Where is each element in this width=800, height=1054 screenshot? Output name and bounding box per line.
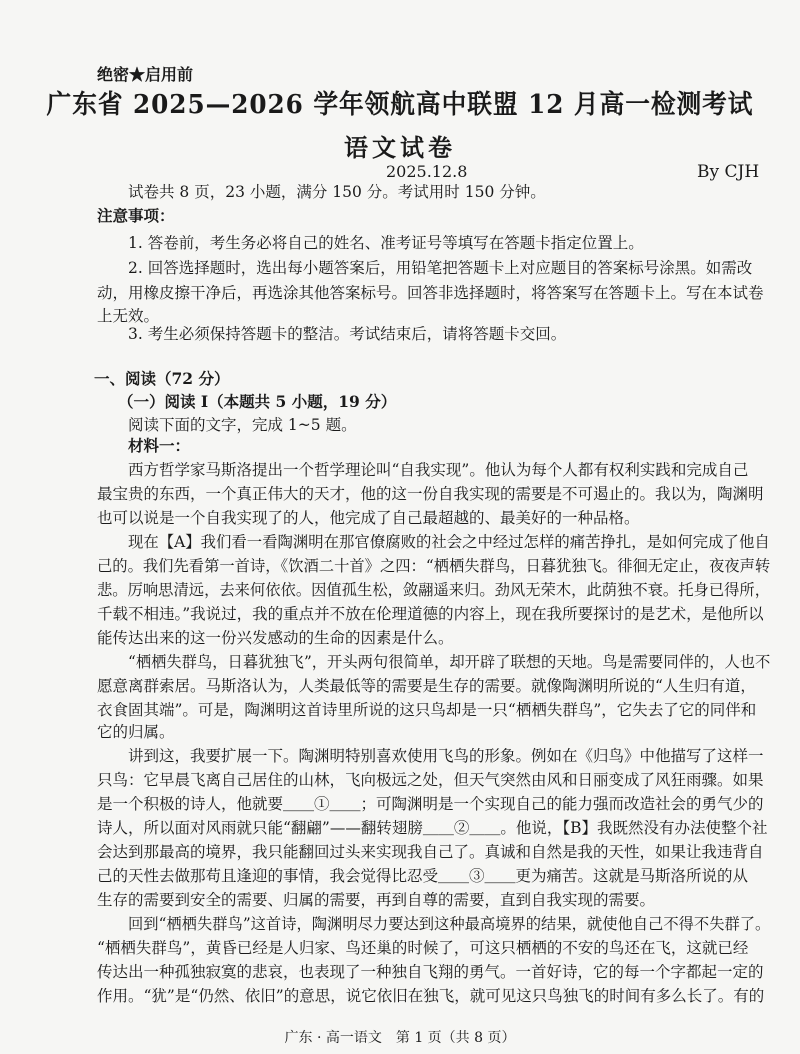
section-heading: 一、阅读（72 分） [94,369,230,388]
exam-subtitle: 语文试卷 [344,133,456,162]
passage-line: “栖栖失群鸟”，黄昏已经是人归家、鸟还巢的时候了，可这只栖栖的不安的鸟还在飞，这就已经 [97,939,749,957]
passage-line: 千载不相违。”我说过，我的重点并不放在伦理道德的内容上，现在我所要探讨的是艺术，是他所以 [97,605,764,623]
passage-line: 现在【A】我们看一看陶渊明在那官僚腐败的社会之中经过怎样的痛苦挣扎，是如何完成了他自 [128,533,770,551]
passage-line: 能传达出来的这一份兴发感动的生命的因素是什么。 [97,629,454,647]
notice-line: 动，用橡皮擦干净后，再选涂其他答案标号。回答非选择题时，将答案写在答题卡上。写在本试卷 [97,284,764,302]
passage-line: 会达到那最高的境界，我只能翻回过头来实现我自己了。真诚和自然是我的天性，如果让我违背自 [97,843,764,861]
notice-line: 3. 考生必须保持答题卡的整洁。考试结束后，请将答题卡交回。 [128,325,567,343]
passage-line: 传达出一种孤独寂寞的悲哀，也表现了一种独自飞翔的勇气。一首好诗，它的每一个字都起一定的 [97,963,764,981]
passage-line: 讲到这，我要扩展一下。陶渊明特别喜欢使用飞鸟的形象。例如在《归鸟》中他描写了这样一 [128,747,764,765]
material-heading: 材料一： [128,436,191,455]
passage-line: 己的。我们先看第一首诗，《饮酒二十首》之四：“栖栖失群鸟，日暮犹独飞。徘徊无定止，夜夜声转 [97,557,771,575]
passage-line: 悲。厉响思清远，去来何依依。因值孤生松，敛翮遥来归。劲风无荣木，此荫独不衰。托身已得所， [97,581,771,599]
page-footer: 广东 · 高一语文 第 1 页（共 8 页） [284,1030,516,1046]
notice-line: 1. 答卷前，考生务必将自己的姓名、准考证号等填写在答题卡指定位置上。 [128,234,644,252]
confidential-label: 绝密★启用前 [97,65,194,84]
exam-date: 2025.12.8 [386,162,468,181]
exam-title: 广东省 2025—2026 学年领航高中联盟 12 月高一检测考试 [46,90,754,120]
passage-line: 生存的需要到安全的需要、归属的需要，再到自尊的需要，直到自我实现的需要。 [97,891,656,909]
part-heading: （一）阅读 I（本题共 5 小题，19 分） [118,392,397,411]
passage-line: 诗人，所以面对风雨就只能“翻翩”——翻转翅膀＿＿②＿＿。他说，【B】我既然没有办法使整个社 [97,819,768,837]
passage-line: 衣食固其端”。可是，陶渊明这首诗里所说的这只鸟却是一只“栖栖失群鸟”，它失去了它的同伴和 [97,701,757,719]
notice-line: 2. 回答选择题时，选出每小题答案后，用铅笔把答题卡上对应题目的答案标号涂黑。如需改 [128,259,753,277]
passage-line: 它的归属。 [97,723,175,741]
passage-line: 最宝贵的东西，一个真正伟大的天才，他的这一份自我实现的需要是不可遏止的。我以为，陶渊明 [97,485,764,503]
passage-line: 是一个积极的诗人，他就要＿＿①＿＿；可陶渊明是一个实现自己的能力强而改造社会的勇气少的 [97,795,764,813]
passage-line: 愿意离群索居。马斯洛认为，人类最低等的需要是生存的需要。就像陶渊明所说的“人生归有道， [97,677,756,695]
exam-info: 试卷共 8 页，23 小题，满分 150 分。考试用时 150 分钟。 [128,183,546,201]
passage-line: 己的天性去做那苟且逢迎的事情，我会觉得比忍受＿＿③＿＿更为痛苦。这就是马斯洛所说的从 [97,867,749,885]
notice-line: 上无效。 [97,307,160,325]
passage-line: 回到“栖栖失群鸟”这首诗，陶渊明尽力要达到这种最高境界的结果，就使他自己不得不失群了。 [128,915,771,933]
author-label: By CJH [697,162,760,182]
passage-line: 也可以说是一个自我实现了的人，他完成了自己最超越的、最美好的一种品格。 [97,509,640,527]
passage-line: 作用。“犹”是“仍然、依旧”的意思，说它依旧在独飞，就可见这只鸟独飞的时间有多么长了。有的 [97,987,765,1005]
notice-heading: 注意事项： [97,206,175,225]
passage-line: 只鸟：它早晨飞离自己居住的山林，飞向极远之处，但天气突然由风和日丽变成了风狂雨骤。如果 [97,771,764,789]
instruction-text: 阅读下面的文字，完成 1~5 题。 [128,416,357,434]
passage-line: “栖栖失群鸟，日暮犹独飞”，开头两句很简单，却开辟了联想的天地。鸟是需要同伴的，人也不 [128,653,771,671]
passage-line: 西方哲学家马斯洛提出一个哲学理论叫“自我实现”。他认为每个人都有权利实践和完成自己 [128,461,749,479]
